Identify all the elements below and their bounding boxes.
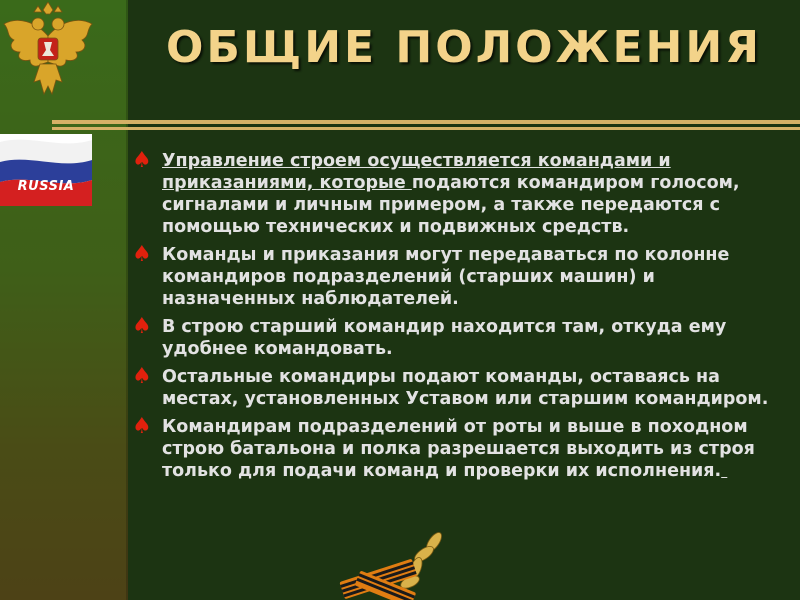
bullet-text-underlined: Управление строем осуществляется командами и приказаниями, которые bbox=[162, 151, 671, 193]
svg-text:RUSSIA: RUSSIA bbox=[17, 179, 75, 194]
bullet-text: В строю старший командир находится там, откуда ему удобнее командовать. bbox=[162, 317, 727, 359]
spade-icon: ♠ bbox=[132, 414, 152, 439]
bullet-item bbox=[132, 366, 780, 410]
bullet-item bbox=[132, 416, 780, 482]
slide-title: ОБЩИЕ ПОЛОЖЕНИЯ bbox=[165, 22, 763, 73]
bullet-text: Команды и приказания могут передаваться по колонне командиров подразделений (старших машин) и назначенных наблюдателей. bbox=[162, 245, 730, 309]
bullet-list bbox=[132, 150, 780, 488]
bullet-text: Остальные командиры подают команды, оставаясь на местах, установленных Уставом или старшим командиром. bbox=[162, 367, 769, 409]
bullet-text: Командирам подразделений от роты и выше в походном строю батальона и полка разрешается выходить из строя только для подачи команд и проверки их исполнения. bbox=[162, 417, 755, 481]
spade-icon: ♠ bbox=[132, 148, 152, 173]
coat-of-arms-emblem bbox=[0, 2, 96, 102]
bullet-text: подаются командиром голосом, сигналами и личным примером, а также передаются с помощью технических и подвижных средств. bbox=[162, 173, 740, 237]
bullet-item bbox=[132, 316, 780, 360]
spade-icon: ♠ bbox=[132, 364, 152, 389]
russia-flag-logo bbox=[0, 134, 92, 206]
spade-icon: ♠ bbox=[132, 314, 152, 339]
bullet-item bbox=[132, 244, 780, 310]
st-george-ribbon-icon bbox=[338, 530, 448, 600]
bullet-item bbox=[132, 150, 780, 238]
spade-icon: ♠ bbox=[132, 242, 152, 267]
title-divider-top bbox=[52, 120, 800, 124]
title-divider-bottom bbox=[52, 127, 800, 130]
trailing-underscore bbox=[721, 461, 727, 481]
